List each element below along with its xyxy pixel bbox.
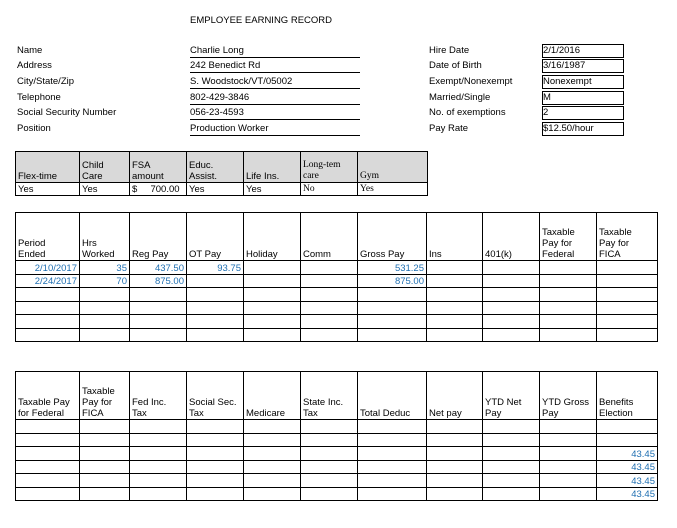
earnings-cell[interactable] <box>597 315 658 329</box>
deductions-header-4: Medicare <box>244 372 301 420</box>
deductions-cell[interactable] <box>244 447 301 461</box>
earnings-cell[interactable] <box>427 301 483 315</box>
deductions-cell[interactable] <box>301 487 358 501</box>
deductions-cell[interactable] <box>427 447 483 461</box>
earnings-header-1: Hrs Worked <box>80 213 130 261</box>
earnings-cell[interactable] <box>358 328 427 342</box>
earnings-cell[interactable] <box>187 274 244 288</box>
earnings-cell[interactable] <box>427 288 483 302</box>
deductions-cell[interactable] <box>80 460 130 474</box>
earnings-cell[interactable] <box>540 328 597 342</box>
hire-date-label: Hire Date <box>429 45 470 56</box>
ssn-label: Social Security Number <box>17 107 117 118</box>
benefits-table <box>15 151 428 196</box>
earnings-cell[interactable] <box>244 288 301 302</box>
deductions-cell[interactable] <box>244 474 301 488</box>
deductions-cell[interactable]: 43.45 <box>597 474 658 488</box>
deductions-cell[interactable] <box>80 420 130 434</box>
deductions-cell[interactable] <box>130 460 187 474</box>
deductions-header-5: State Inc. Tax <box>301 372 358 420</box>
earnings-cell[interactable]: 93.75 <box>187 261 244 275</box>
deductions-cell[interactable] <box>483 487 540 501</box>
deductions-header-10: Benefits Election <box>597 372 658 420</box>
benefits-header-gym: Gym <box>358 152 428 183</box>
deductions-cell[interactable] <box>358 474 427 488</box>
earnings-cell[interactable] <box>540 288 597 302</box>
earnings-cell[interactable] <box>301 288 358 302</box>
deductions-cell[interactable] <box>597 420 658 434</box>
benefits-header-flex-time: Flex-time <box>16 152 80 183</box>
earnings-header-8: 401(k) <box>483 213 540 261</box>
deductions-cell[interactable] <box>244 460 301 474</box>
benefits-value-life-ins[interactable]: Yes <box>244 183 301 196</box>
earnings-cell[interactable] <box>483 261 540 275</box>
earnings-cell[interactable] <box>483 288 540 302</box>
earnings-cell[interactable] <box>130 301 187 315</box>
exempt-label: Exempt/Nonexempt <box>429 76 513 87</box>
earnings-cell[interactable]: 875.00 <box>130 274 187 288</box>
earnings-header-3: OT Pay <box>187 213 244 261</box>
earnings-cell[interactable] <box>483 274 540 288</box>
earnings-cell[interactable] <box>130 315 187 329</box>
earnings-cell[interactable] <box>80 328 130 342</box>
earnings-header-6: Gross Pay <box>358 213 427 261</box>
deductions-cell[interactable] <box>483 433 540 447</box>
earnings-cell[interactable] <box>244 315 301 329</box>
phone-value[interactable]: 802-429-3846 <box>190 92 360 105</box>
earnings-cell[interactable]: 2/10/2017 <box>16 261 80 275</box>
earnings-header-9: Taxable Pay for Federal <box>540 213 597 261</box>
deductions-cell[interactable] <box>301 447 358 461</box>
earnings-header-5: Comm <box>301 213 358 261</box>
deductions-cell[interactable] <box>540 474 597 488</box>
deductions-cell[interactable] <box>244 487 301 501</box>
earnings-cell[interactable] <box>427 274 483 288</box>
deductions-cell[interactable] <box>80 433 130 447</box>
earnings-cell[interactable] <box>301 274 358 288</box>
deductions-cell[interactable] <box>540 487 597 501</box>
earnings-cell[interactable]: 35 <box>80 261 130 275</box>
marital-label: Married/Single <box>429 92 491 103</box>
deductions-cell[interactable] <box>301 433 358 447</box>
name-value[interactable]: Charlie Long <box>190 45 360 58</box>
deductions-cell[interactable] <box>358 447 427 461</box>
earnings-cell[interactable] <box>16 328 80 342</box>
deductions-cell[interactable] <box>540 433 597 447</box>
earnings-cell[interactable] <box>358 301 427 315</box>
table-row <box>16 487 658 501</box>
earnings-cell[interactable] <box>187 301 244 315</box>
deductions-cell[interactable] <box>358 433 427 447</box>
deductions-header-3: Social Sec. Tax <box>187 372 244 420</box>
deductions-cell[interactable]: 43.45 <box>597 460 658 474</box>
earnings-cell[interactable] <box>244 274 301 288</box>
table-row <box>16 474 658 488</box>
deductions-cell[interactable] <box>80 474 130 488</box>
deductions-cell[interactable] <box>358 487 427 501</box>
benefits-value-educ[interactable]: Yes <box>187 183 244 196</box>
deductions-cell[interactable] <box>597 433 658 447</box>
deductions-cell[interactable] <box>358 460 427 474</box>
exemptions-label: No. of exemptions <box>429 107 506 118</box>
deductions-cell[interactable] <box>301 460 358 474</box>
benefits-header-long-term-care: Long-tem care <box>301 152 358 183</box>
earnings-cell[interactable] <box>597 274 658 288</box>
deductions-cell[interactable] <box>130 447 187 461</box>
earnings-cell[interactable] <box>597 261 658 275</box>
deductions-cell[interactable] <box>187 487 244 501</box>
earnings-cell[interactable] <box>483 328 540 342</box>
deductions-cell[interactable] <box>244 420 301 434</box>
deductions-cell[interactable] <box>130 487 187 501</box>
deductions-cell[interactable] <box>130 474 187 488</box>
deductions-cell[interactable] <box>483 447 540 461</box>
earnings-cell[interactable] <box>244 301 301 315</box>
deductions-cell[interactable] <box>358 420 427 434</box>
deductions-cell[interactable] <box>427 474 483 488</box>
table-row <box>16 301 658 315</box>
position-value[interactable]: Production Worker <box>190 123 360 136</box>
earnings-cell[interactable] <box>130 328 187 342</box>
table-row <box>16 288 658 302</box>
ssn-value[interactable]: 056-23-4593 <box>190 107 360 120</box>
deductions-cell[interactable]: 43.45 <box>597 487 658 501</box>
deductions-cell[interactable] <box>16 474 80 488</box>
table-row <box>16 274 658 288</box>
benefits-header-educ: Educ. Assist. <box>187 152 244 183</box>
earnings-cell[interactable] <box>16 288 80 302</box>
deductions-cell[interactable] <box>427 487 483 501</box>
earnings-cell[interactable] <box>16 301 80 315</box>
payrate-value[interactable]: $12.50/hour <box>542 122 624 136</box>
deductions-header-0: Taxable Pay for Federal <box>16 372 80 420</box>
benefits-header-life-ins: Life Ins. <box>244 152 301 183</box>
earnings-cell[interactable] <box>16 315 80 329</box>
earnings-cell[interactable] <box>427 261 483 275</box>
earnings-cell[interactable] <box>187 288 244 302</box>
phone-label: Telephone <box>17 92 61 103</box>
earnings-cell[interactable] <box>301 301 358 315</box>
earnings-cell[interactable] <box>80 301 130 315</box>
earnings-cell[interactable] <box>80 288 130 302</box>
deductions-cell[interactable]: 43.45 <box>597 447 658 461</box>
benefits-value-gym[interactable]: Yes <box>358 183 428 196</box>
earnings-cell[interactable]: 70 <box>80 274 130 288</box>
dob-value[interactable]: 3/16/1987 <box>542 59 624 73</box>
exempt-value[interactable]: Nonexempt <box>542 75 624 89</box>
table-row <box>16 447 658 461</box>
benefits-value-child-care[interactable]: Yes <box>80 183 130 196</box>
deductions-cell[interactable] <box>187 447 244 461</box>
deductions-cell[interactable] <box>540 460 597 474</box>
earnings-cell[interactable] <box>540 274 597 288</box>
deductions-cell[interactable] <box>16 433 80 447</box>
address-label: Address <box>17 60 52 71</box>
deductions-cell[interactable] <box>16 460 80 474</box>
deductions-cell[interactable] <box>540 420 597 434</box>
deductions-cell[interactable] <box>427 420 483 434</box>
deductions-header-2: Fed Inc. Tax <box>130 372 187 420</box>
deductions-cell[interactable] <box>427 433 483 447</box>
earnings-header-7: Ins <box>427 213 483 261</box>
table-row <box>16 315 658 329</box>
deductions-cell[interactable] <box>16 487 80 501</box>
deductions-cell[interactable] <box>483 420 540 434</box>
earnings-header-2: Reg Pay <box>130 213 187 261</box>
earnings-cell[interactable] <box>187 328 244 342</box>
deductions-cell[interactable] <box>483 460 540 474</box>
deductions-cell[interactable] <box>130 433 187 447</box>
deductions-cell[interactable] <box>16 447 80 461</box>
earnings-cell[interactable] <box>130 288 187 302</box>
deductions-header-9: YTD Gross Pay <box>540 372 597 420</box>
deductions-cell[interactable] <box>540 447 597 461</box>
earnings-cell[interactable] <box>301 315 358 329</box>
earnings-cell[interactable] <box>80 315 130 329</box>
name-label: Name <box>17 45 43 56</box>
exemptions-value[interactable]: 2 <box>542 106 624 120</box>
deductions-cell[interactable] <box>16 420 80 434</box>
earnings-cell[interactable] <box>244 328 301 342</box>
deductions-cell[interactable] <box>80 447 130 461</box>
benefits-header-fsa: FSA amount <box>130 152 187 183</box>
earnings-cell[interactable] <box>483 301 540 315</box>
city-label: City/State/Zip <box>17 76 75 87</box>
earnings-header-10: Taxable Pay for FICA <box>597 213 658 261</box>
deductions-cell[interactable] <box>483 474 540 488</box>
position-label: Position <box>17 123 51 134</box>
table-row <box>16 420 658 434</box>
benefits-value-flex-time[interactable]: Yes <box>16 183 80 196</box>
deductions-cell[interactable] <box>187 420 244 434</box>
earnings-cell[interactable] <box>597 328 658 342</box>
deductions-cell[interactable] <box>301 420 358 434</box>
benefits-value-long-term-care[interactable]: No <box>301 183 358 196</box>
earnings-cell[interactable] <box>301 328 358 342</box>
earnings-header-4: Holiday <box>244 213 301 261</box>
table-row <box>16 433 658 447</box>
payrate-label: Pay Rate <box>429 123 469 134</box>
address-value[interactable]: 242 Benedict Rd <box>190 60 360 73</box>
marital-value[interactable]: M <box>542 91 624 105</box>
earnings-cell[interactable]: 875.00 <box>358 274 427 288</box>
deductions-cell[interactable] <box>187 474 244 488</box>
deductions-cell[interactable] <box>80 487 130 501</box>
dob-label: Date of Birth <box>429 60 482 71</box>
earnings-cell[interactable] <box>597 288 658 302</box>
deductions-cell[interactable] <box>187 433 244 447</box>
deductions-table <box>15 371 658 501</box>
table-row <box>16 261 658 275</box>
table-row <box>16 460 658 474</box>
benefits-header-child-care: Child Care <box>80 152 130 183</box>
earnings-cell[interactable] <box>187 315 244 329</box>
earnings-cell[interactable] <box>540 315 597 329</box>
earnings-cell[interactable] <box>244 261 301 275</box>
earnings-cell[interactable] <box>483 315 540 329</box>
deductions-header-8: YTD Net Pay <box>483 372 540 420</box>
earnings-cell[interactable]: 531.25 <box>358 261 427 275</box>
earnings-header-0: Period Ended <box>16 213 80 261</box>
deductions-cell[interactable] <box>301 474 358 488</box>
earnings-cell[interactable] <box>540 261 597 275</box>
earnings-cell[interactable] <box>427 315 483 329</box>
earnings-cell[interactable] <box>540 301 597 315</box>
earnings-cell[interactable] <box>358 288 427 302</box>
benefits-value-fsa[interactable]: $ 700.00 <box>130 183 187 196</box>
deductions-cell[interactable] <box>244 433 301 447</box>
page-title: EMPLOYEE EARNING RECORD <box>190 15 332 26</box>
deductions-cell[interactable] <box>130 420 187 434</box>
earnings-table <box>15 212 658 342</box>
earnings-cell[interactable] <box>427 328 483 342</box>
deductions-cell[interactable] <box>427 460 483 474</box>
hire-date-value[interactable]: 2/1/2016 <box>542 44 624 58</box>
deductions-cell[interactable] <box>187 460 244 474</box>
earnings-cell[interactable] <box>597 301 658 315</box>
deductions-header-1: Taxable Pay for FICA <box>80 372 130 420</box>
earnings-cell[interactable] <box>358 315 427 329</box>
deductions-header-7: Net pay <box>427 372 483 420</box>
earnings-cell[interactable]: 2/24/2017 <box>16 274 80 288</box>
city-value[interactable]: S. Woodstock/VT/05002 <box>190 76 360 89</box>
table-row <box>16 328 658 342</box>
earnings-cell[interactable]: 437.50 <box>130 261 187 275</box>
earnings-cell[interactable] <box>301 261 358 275</box>
deductions-header-6: Total Deduc <box>358 372 427 420</box>
